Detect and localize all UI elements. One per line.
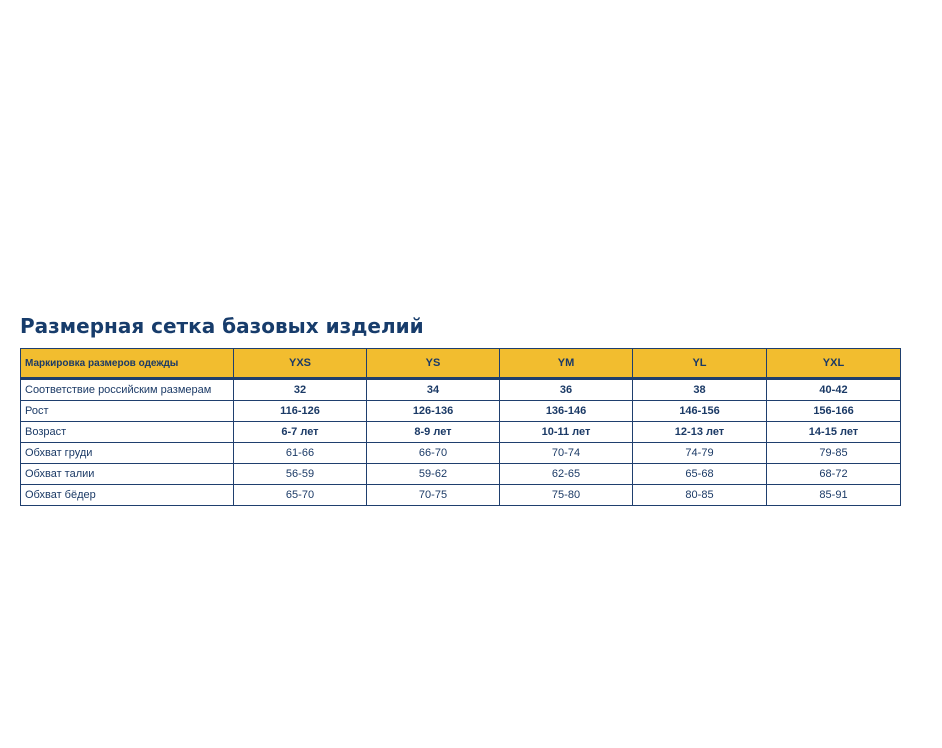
table-cell: 80-85 — [633, 485, 767, 506]
table-row — [21, 443, 901, 464]
table-cell: 85-91 — [767, 485, 901, 506]
row-label: Обхват груди — [21, 443, 234, 464]
header-size-yxl: YXL — [767, 349, 901, 379]
table-cell: 75-80 — [500, 485, 633, 506]
table-cell: 126-136 — [367, 401, 500, 422]
table-cell: 68-72 — [767, 464, 901, 485]
header-size-ym: YM — [500, 349, 633, 379]
table-cell: 36 — [500, 379, 633, 401]
table-cell: 146-156 — [633, 401, 767, 422]
table-cell: 59-62 — [367, 464, 500, 485]
row-label: Обхват талии — [21, 464, 234, 485]
table-cell: 62-65 — [500, 464, 633, 485]
table-row — [21, 485, 901, 506]
table-cell: 116-126 — [234, 401, 367, 422]
table-cell: 70-74 — [500, 443, 633, 464]
table-cell: 14-15 лет — [767, 422, 901, 443]
table-cell: 40-42 — [767, 379, 901, 401]
size-chart-table — [20, 348, 901, 506]
table-cell: 61-66 — [234, 443, 367, 464]
table-cell: 38 — [633, 379, 767, 401]
table-cell: 56-59 — [234, 464, 367, 485]
row-label: Обхват бёдер — [21, 485, 234, 506]
table-cell: 32 — [234, 379, 367, 401]
table-cell: 66-70 — [367, 443, 500, 464]
table-row — [21, 464, 901, 485]
row-label: Рост — [21, 401, 234, 422]
table-cell: 79-85 — [767, 443, 901, 464]
table-cell: 12-13 лет — [633, 422, 767, 443]
table-row — [21, 401, 901, 422]
table-cell: 65-70 — [234, 485, 367, 506]
table-cell: 34 — [367, 379, 500, 401]
row-label: Соответствие российским размерам — [21, 379, 234, 401]
table-row — [21, 422, 901, 443]
page-title: Размерная сетка базовых изделий — [20, 314, 424, 338]
table-cell: 136-146 — [500, 401, 633, 422]
table-cell: 65-68 — [633, 464, 767, 485]
table-cell: 10-11 лет — [500, 422, 633, 443]
header-label-cell: Маркировка размеров одежды — [21, 349, 234, 379]
header-size-yl: YL — [633, 349, 767, 379]
table-cell: 156-166 — [767, 401, 901, 422]
header-size-yxs: YXS — [234, 349, 367, 379]
table-cell: 70-75 — [367, 485, 500, 506]
table-cell: 6-7 лет — [234, 422, 367, 443]
table-cell: 74-79 — [633, 443, 767, 464]
table-row — [21, 379, 901, 401]
table-cell: 8-9 лет — [367, 422, 500, 443]
row-label: Возраст — [21, 422, 234, 443]
table-header-row — [21, 349, 901, 379]
header-size-ys: YS — [367, 349, 500, 379]
